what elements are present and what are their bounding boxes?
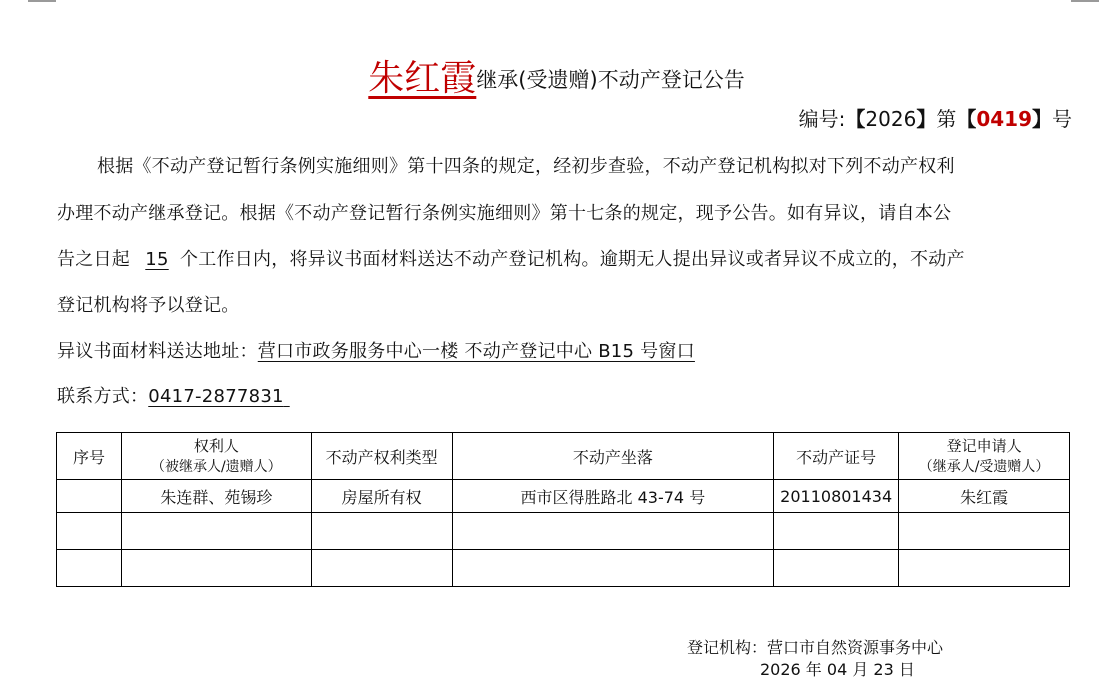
notice-date: 2026 年 04 月 23 日 xyxy=(760,660,915,679)
body-paragraph-line-3 xyxy=(57,245,1075,271)
address-value: 营口市政务服务中心一楼 不动产登记中心 B15 号窗口 xyxy=(257,341,695,362)
property-table xyxy=(56,432,1070,587)
table-row xyxy=(57,513,1070,550)
doc-serial-number: 0419 xyxy=(976,107,1032,131)
document-number xyxy=(799,103,1072,132)
header-cert-no: 不动产证号 xyxy=(774,433,899,480)
doc-year: 2026 xyxy=(865,107,917,131)
cell-holder: 朱连群、苑锡珍 xyxy=(121,480,311,513)
page-corner-mark-left xyxy=(28,0,56,2)
body-paragraph-line-1: 根据《不动产登记暂行条例实施细则》第十四条的规定，经初步查验，不动产登记机构拟对下列不动产权利 xyxy=(97,156,955,177)
header-holder xyxy=(121,433,311,480)
header-holder-main: 权利人 xyxy=(193,437,239,455)
cell-applicant xyxy=(899,550,1070,587)
notice-title-text: 继承(受遗赠)不动产登记公告 xyxy=(476,68,745,92)
notice-title xyxy=(0,50,1113,101)
cell-location xyxy=(452,550,774,587)
authority-label: 登记机构： xyxy=(687,638,768,657)
applicant-name-title: 朱红霞 xyxy=(368,58,477,99)
doc-bracket-open: 【 xyxy=(845,107,866,131)
line3-before: 告之日起 xyxy=(57,249,130,270)
table-row xyxy=(57,480,1070,513)
registration-authority xyxy=(687,635,943,658)
objection-days: 15 xyxy=(145,249,169,270)
contact-info xyxy=(57,382,1075,408)
cell-holder xyxy=(121,513,311,550)
objection-address xyxy=(57,337,1075,363)
doc-bracket-close-2: 】 xyxy=(1032,107,1052,131)
contact-phone: 0417-2877831 xyxy=(148,386,284,407)
cell-location xyxy=(452,513,774,550)
doc-number-middle: 第 xyxy=(936,107,957,131)
cell-cert-no xyxy=(774,513,899,550)
table-row xyxy=(57,550,1070,587)
cell-seq xyxy=(57,513,122,550)
cell-cert-no xyxy=(774,550,899,587)
table-header-row xyxy=(57,433,1070,480)
cell-right-type: 房屋所有权 xyxy=(311,480,452,513)
address-label: 异议书面材料送达地址： xyxy=(57,341,258,362)
header-applicant-sub: （继承人/受遗赠人） xyxy=(918,459,1050,475)
cell-seq xyxy=(57,550,122,587)
header-holder-sub: （被继承人/遗赠人） xyxy=(150,459,282,475)
contact-label: 联系方式： xyxy=(57,386,149,407)
cell-right-type xyxy=(311,513,452,550)
doc-bracket-open-2: 【 xyxy=(956,107,977,131)
doc-bracket-close: 】 xyxy=(916,107,937,131)
header-applicant-main: 登记申请人 xyxy=(946,437,1022,455)
cell-cert-no: 20110801434 xyxy=(774,480,899,513)
header-seq: 序号 xyxy=(57,433,122,480)
cell-applicant xyxy=(899,513,1070,550)
doc-number-suffix: 号 xyxy=(1052,107,1072,131)
cell-location: 西市区得胜路北 43-74 号 xyxy=(452,480,774,513)
cell-right-type xyxy=(311,550,452,587)
header-location: 不动产坐落 xyxy=(452,433,774,480)
doc-number-prefix: 编号: xyxy=(798,107,846,131)
cell-holder xyxy=(121,550,311,587)
cell-seq xyxy=(57,480,122,513)
authority-name: 营口市自然资源事务中心 xyxy=(767,638,944,657)
body-paragraph-line-2: 办理不动产继承登记。根据《不动产登记暂行条例实施细则》第十七条的规定，现予公告。如有异议，请自本公 xyxy=(57,203,952,224)
header-applicant xyxy=(899,433,1070,480)
cell-applicant: 朱红霞 xyxy=(899,480,1070,513)
header-right-type: 不动产权利类型 xyxy=(311,433,452,480)
body-paragraph-line-4: 登记机构将予以登记。 xyxy=(57,295,240,316)
page-corner-mark-right xyxy=(1071,0,1099,2)
contact-underline-pad xyxy=(284,386,290,407)
line3-after: 个工作日内，将异议书面材料送达不动产登记机构。逾期无人提出异议或者异议不成立的，不动产 xyxy=(180,249,965,270)
